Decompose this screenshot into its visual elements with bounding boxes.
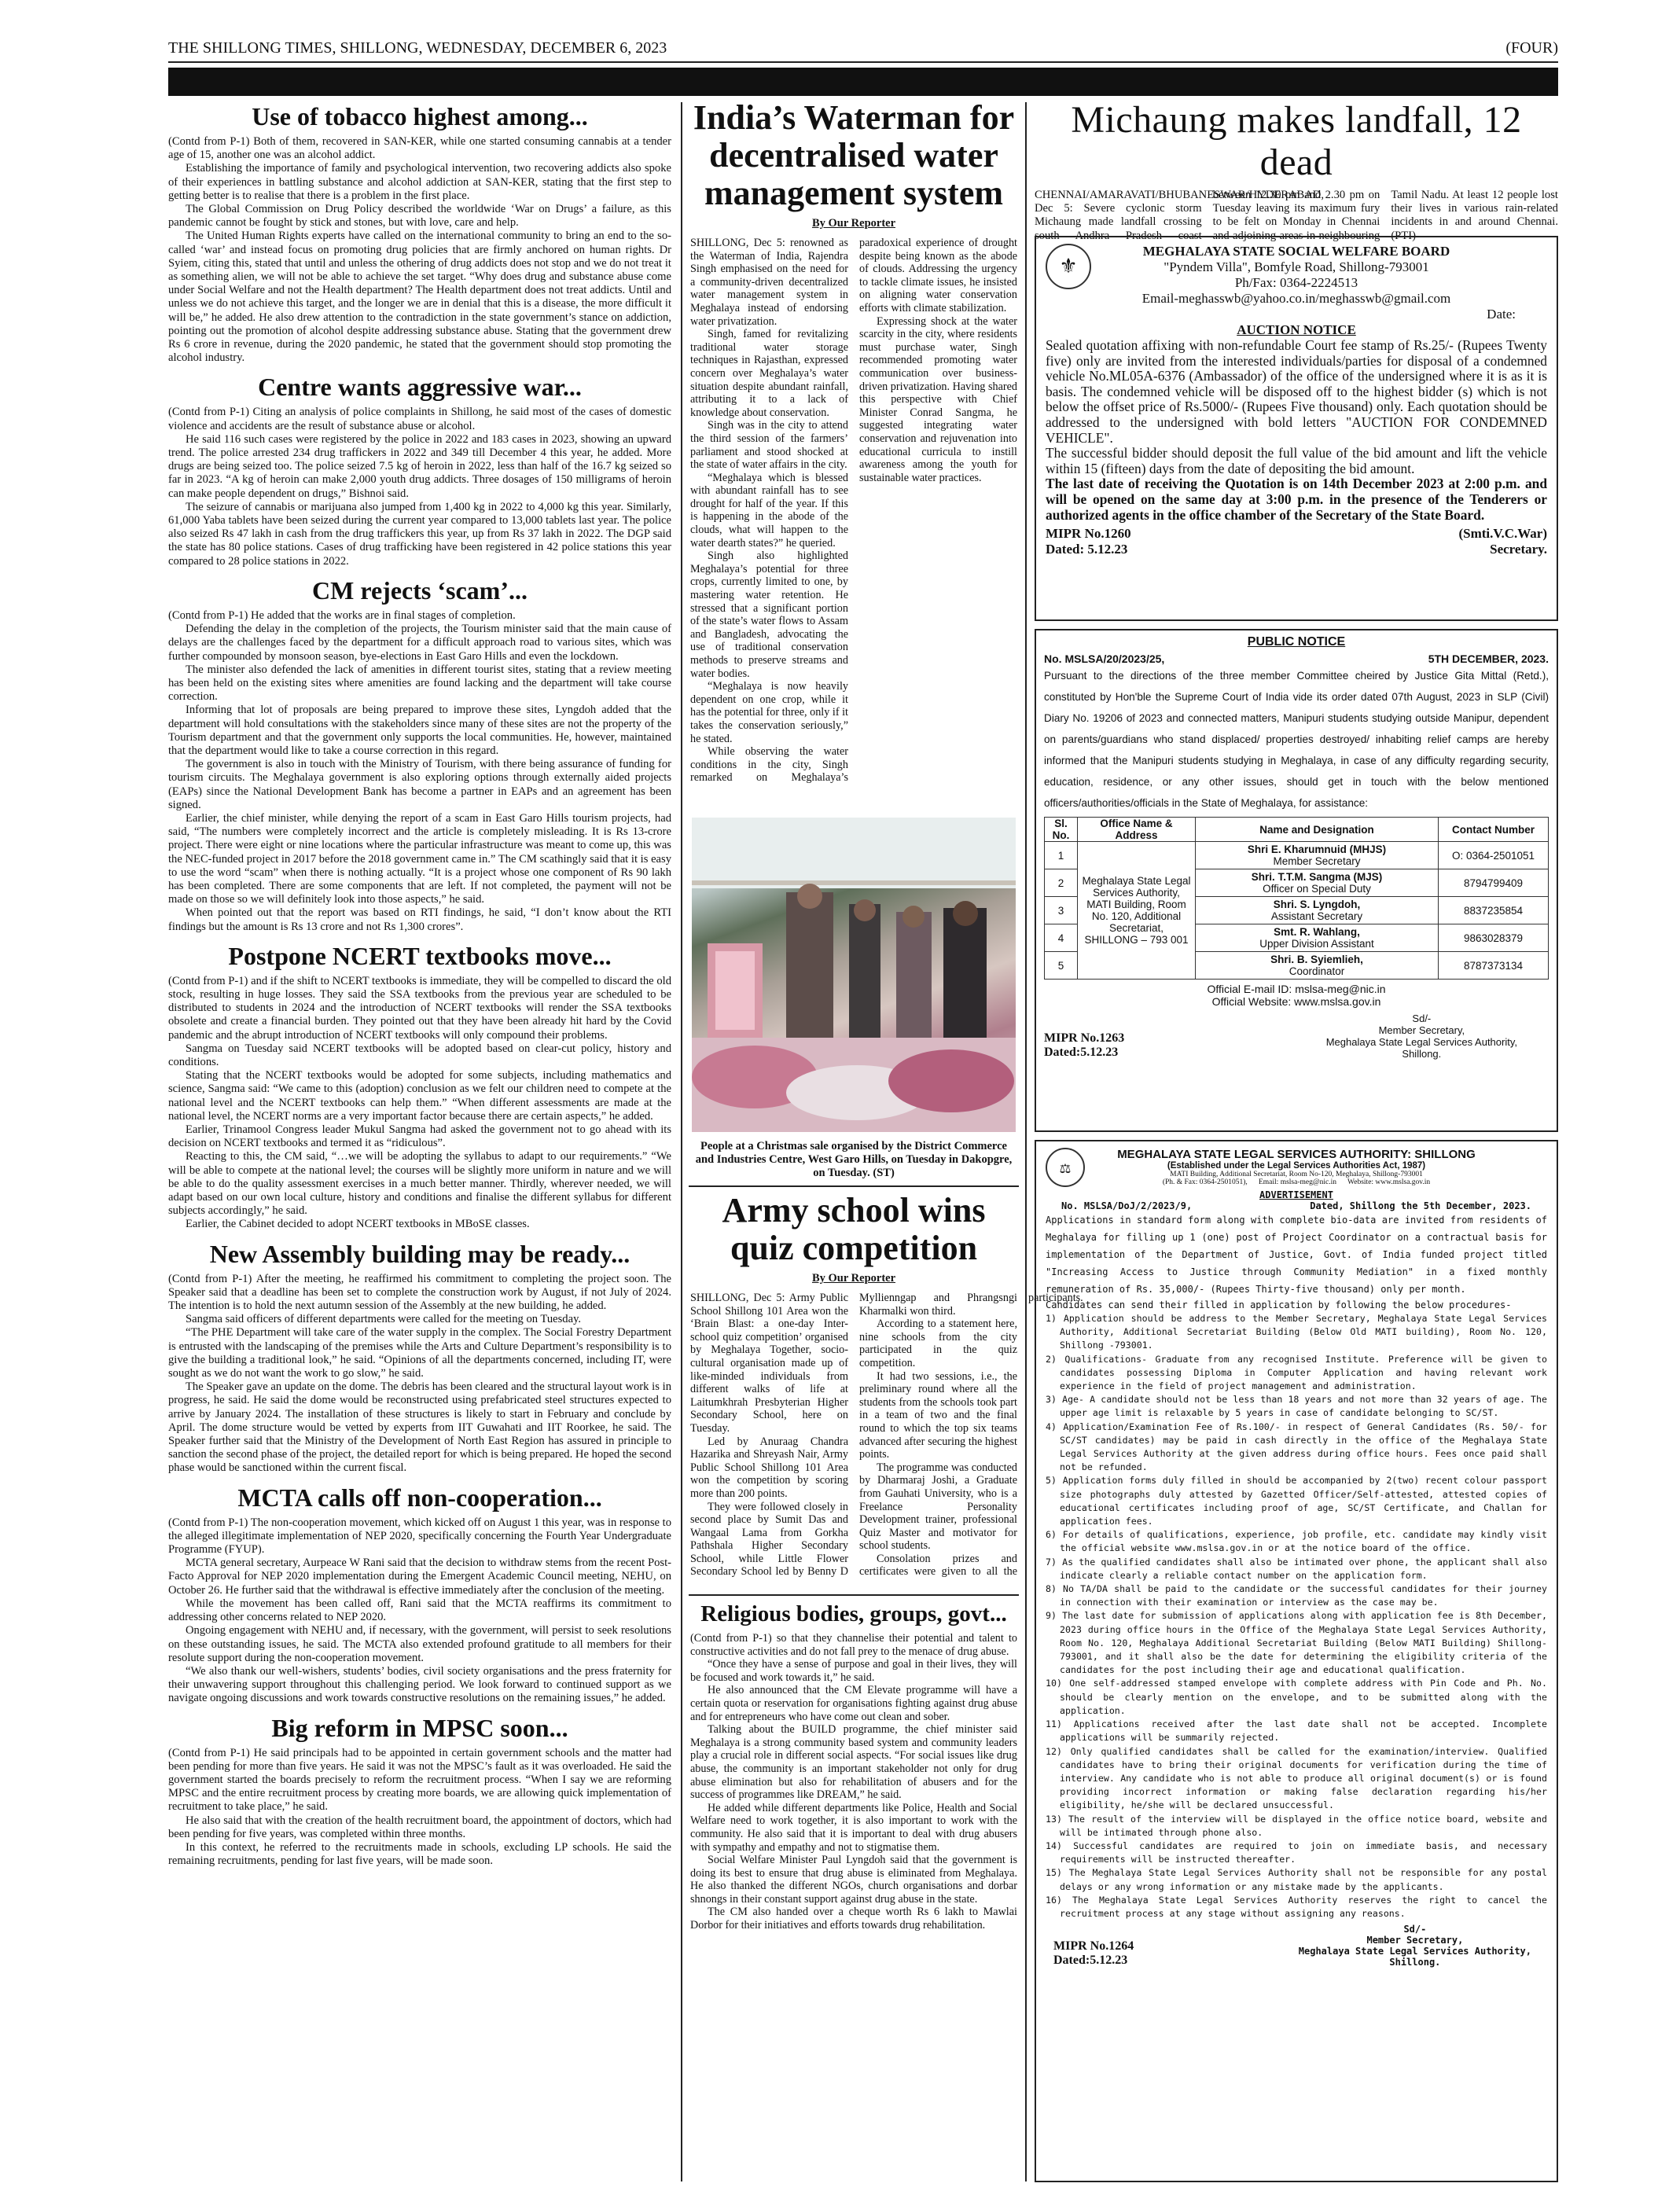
official-website: Official Website: www.mslsa.gov.in [1211, 995, 1381, 1008]
story-paragraph: The Speaker gave an update on the dome. The debris has been cleared and the structural layout work is in progress, he said. He said the dome would be reconstructed using prefabricated steel structures expected to arrive by January 2024. The installation of these structures is likely to start in February and conclude by April. The dome structure would be vetted by experts from IIT Guwahati and IIT Roorkee, he said. The Speaker further said that the Ministry of the Development of North East Region has assured in principle to sanction the second phase of the project, the detailed report for which is being prepared. He hoped the second phase would be sanctioned within the current fiscal. [168, 1380, 671, 1475]
board-phone: Ph/Fax: 0364-2224513 [1234, 275, 1358, 290]
auction-dated: Dated: 5.12.23 [1046, 542, 1128, 557]
religious-paragraph: (Contd from P-1) so that they channelise their potential and talent to constructive activities and do not fall prey to the menace of drug abuse. [690, 1632, 1017, 1658]
waterman-headline: India’s Waterman for decentralised water management system [693, 98, 1015, 212]
row-serial: 2 [1045, 869, 1078, 897]
advert-item: 13) The result of the interview will be displayed in the office notice board, website and will be intimated through phone also. [1046, 1813, 1547, 1838]
official-email: Official E-mail ID: mslsa-meg@nic.in [1207, 983, 1386, 995]
story-paragraph: Reacting to this, the CM said, “…we will be adopting the syllabus to adapt to our requirements.” “We will be able to compete at the national level; the courses will be slightly more uniform in nature and we will be able to do the quality assessment exercises in a much better manner. Thirdly, wherever needed, we will adapt based on our own local culture, history and conditions and finalise the different syllabus for different subjects accordingly,” he said. [168, 1150, 671, 1218]
official-designation: Member Secretary [1273, 855, 1361, 867]
advert-item: 11) Applications received after the last date shall not be accepted. Incomplete applications will be summarily rejected. [1046, 1718, 1547, 1744]
waterman-paragraph: “Meghalaya is now heavily dependent on one crop, while it has the potential for three, only if it takes the conservation seriously,” he stated. [690, 680, 848, 745]
public-notice-heading: PUBLIC NOTICE [1247, 635, 1346, 649]
official-designation: Assistant Secretary [1270, 910, 1363, 922]
official-name: Shri. S. Lyngdoh, [1273, 899, 1361, 910]
story-paragraph: The seizure of cannabis or marijuana also jumped from 1,400 kg in 2022 to 4,000 kg this year. Similarly, 61,000 Yaba tablets have been seized during the current year compared to 13,000 tablets last year. The police also seized Rs 47 lakh in cash from the drug traffickers this year, up from Rs 37 lakh in 2022. The DGP said the state has 80 police stations. Cases of drug trafficking have been registered in 42 police stations this year compared to 28 police stations in 2022. [168, 500, 671, 568]
story-paragraph: Stating that the NCERT textbooks would be adopted for some subjects, including mathematics and science, Sangma said: “We came to this (adoption) conclusion as we felt our children need to compete at the national level and the NCERT textbooks can help them.” “When different assessments are made at the national level, the NCERT norms are a very important factor because there are certain aspects,” he added. [168, 1069, 671, 1123]
page-header [168, 39, 1558, 57]
story-paragraph: Establishing the importance of family and psychological intervention, two recovering addicts also spoke of their experiences in battling substance and alcohol addiction at SAN-KER, stating that the first step to getting better is to realise that there is a problem in the first place. [168, 162, 671, 202]
army-body [690, 1292, 1083, 1581]
michaung-headline: Michaung makes landfall, 12 dead [1071, 99, 1522, 183]
story-paragraph: Informing that lot of proposals are being prepared to improve these sites, Lyngdoh added that the department will hold consultations with the stakeholders since many of these sites are not the property of the Tourism department and that the government only supports the local communities. He, however, maintained that the department would like to take a course correction in this regard. [168, 704, 671, 757]
army-paragraph: It had two sessions, i.e., the preliminary round where all the students from the schools took part in a team of two and the final round to which the top six teams advanced after securing the highest points. [859, 1369, 1017, 1461]
advert-sign2: Meghalaya State Legal Services Authority, [1298, 1946, 1531, 1957]
advert-contact: (Ph. & Fax: 0364-2501051), Email: mslsa-meg@nic.in Website: www.mslsa.gov.in [1162, 1178, 1431, 1186]
religious-paragraph: Talking about the BUILD programme, the chief minister said Meghalaya is a strong community based system and community leaders play a crucial role in different social aspects. “For social issues like drug abuse, the community is an important stakeholder not only for drug abuse elimination but also for rehabilitation of abusers and for the success of programmes like DREAM,” he said. [690, 1723, 1017, 1802]
religious-paragraph: Social Welfare Minister Paul Lyngdoh said that the government is doing its best to ensure that drug abuse is eliminated from Meghalaya. He also thanked the different NGOs, church organisations and dorbar shnongs in their constant support against drug abuse in the state. [690, 1854, 1017, 1906]
official-designation: Upper Division Assistant [1259, 938, 1374, 950]
col-header: Office Name & Address [1078, 818, 1196, 842]
story-headline: Centre wants aggressive war... [258, 373, 582, 402]
story-paragraph: The minister also defended the lack of amenities in different tourist sites, stating that a review meeting has been held on the existing sites where amenities are found lacking and the department will take course correction. [168, 663, 671, 704]
advert-sd: Sd/- [1403, 1924, 1427, 1935]
official-name: Shri E. Kharumnuid (MHJS) [1247, 844, 1387, 855]
army-paragraph: According to a statement here, nine schools from the city participated in the quiz competition. [859, 1318, 1017, 1369]
army-paragraph: The programme was conducted by Dharmaraj Joshi, a Graduate from Gauhati University, who is a Freelance Personality Development trainer, professional Quiz Master and motivator for school students. [859, 1461, 1017, 1553]
story-paragraph: (Contd from P-1) Citing an analysis of police complaints in Shillong, he said most of the cases of domestic violence and accidents are the result of substance abuse or alcohol. [168, 406, 671, 432]
waterman-body [690, 237, 1017, 796]
advert-item: 12) Only qualified candidates shall be called for the examination/interview. Qualified candidates have to bring their original documents for verification during the time of interview. Any candidate who is not able to produce all original document(s) or is found providing incorrect information or making false declaration regarding his/her eligibility, he/she will be declared unsuccessful. [1046, 1745, 1547, 1811]
army-paragraph: Consolation prizes and certificates were given to all the participants. [859, 1292, 1083, 1579]
story-body [168, 609, 671, 934]
story-paragraph: When pointed out that the report was based on RTI findings, he said, “I don’t know about the RTI findings but the amount is Rs 13 crore and not Rs 1,300 crores”. [168, 906, 671, 933]
advert-number: No. MSLSA/DoJ/2/2023/9, [1061, 1200, 1193, 1211]
left-column-stories [168, 99, 671, 2182]
story-paragraph: The United Human Rights experts have called on the international community to bring an end to the so-called ‘war’ and instead focus on promoting drug policies that are firmly anchored on human rights. Dr Syiem, citing this, stated that until and unless the othering of drug addicts does not stop and we do not treat it as something alien, we will not be able to achieve the set target. “Why does drug and substance abuse come under Social Welfare and not the Health department? The Health department does not treat addicts. Until and unless we do not achieve this target, and the longer we are in denial that this is a disease, the more difficult it will be,” he added. He also drew attention to the contradiction in the state government’s stance on addiction, pointing out the promotion of alcohol despite addressing substance abuse. Stating that the government drew Rs 6 crore in revenue, during the 2020 pandemic, he stated that the government should stop promoting the alcohol industry. [168, 230, 671, 365]
advert-item: 8) No TA/DA shall be paid to the candidate or the successful candidates for their journey in connection with their examination or interview as the case may be. [1046, 1583, 1547, 1608]
advert-item: 5) Application forms duly filled in should be accompanied by 2(two) recent colour passport size photographs duly attested by Gazetted Officer/Self-attested, attested copies of educational certificates including proof of age, SC/ST Certificate, and Challan for application fees. [1046, 1475, 1547, 1527]
auction-para-1: Sealed quotation affixing with non-refundable Court fee stamp of Rs.25/- (Rupees Twenty five) only are invited from the interested individuals/parties for disposal of a condemned vehicle No.ML05A-6376 (Ambassador) of the office of the undersigned where it is as it is basis. The condemned vehicle will be disposed off to the highest bidder (s) which is not below the offset price of Rs.5000/- (Rupees Five thousand) only. Each quotation should be addressed to the undersigned with bold letters "AUCTION FOR CONDEMNED VEHICLE". [1046, 337, 1547, 446]
row-serial: 5 [1045, 952, 1078, 980]
story-paragraph: Ongoing engagement with NEHU and, if necessary, with the government, will persist to seek resolutions on these outstanding issues, he said. The MCTA also extended profound gratitude to all members for their resolute support during the non-cooperation movement. [168, 1624, 671, 1664]
advert-sub: (Established under the Legal Services Authorities Act, 1987) [1167, 1161, 1426, 1171]
col-header: Name and Designation [1196, 818, 1439, 842]
story-paragraph: (Contd from P-1) Both of them, recovered in SAN-KER, while one started consuming cannabis at a tender age of 15, another one was an alcohol addict. [168, 135, 671, 162]
board-name: MEGHALAYA STATE SOCIAL WELFARE BOARD [1142, 244, 1450, 259]
auction-para-3: The last date of receiving the Quotation is on 14th December 2023 at 2:00 p.m. and will be opened on the same day at 3:00 p.m. in the presence of the Tenderers or authorized agents in the office chamber of the Secretary of the State Board. [1046, 476, 1547, 523]
auction-notice [1035, 236, 1558, 621]
public-notice-number: No. MSLSA/20/2023/25, [1044, 652, 1165, 665]
story-paragraph: (Contd from P-1) and if the shift to NCERT textbooks is immediate, they will be compelled to discard the old stock, resulting in huge losses. They said the SSA textbooks from the previous year are scheduled to be distributed to students in 2024 and the introduction of NCERT textbooks will render the SSA textbooks obsolete and create a financial burden. They pointed out that they have been already hit hard by the Covid pandemic and the abrupt introduction of NCERT textbooks will only compound their problems. [168, 974, 671, 1042]
section-rule [689, 1185, 1019, 1187]
story-paragraph: In this context, he referred to the recruitments made in schools, excluding LP schools. He said the remaining recruitments, pending for last five years, will be made soon. [168, 1840, 671, 1868]
column-divider [681, 102, 682, 2181]
header-rule [168, 61, 1558, 63]
waterman-paragraph: Singh was in the city to attend the third session of the farmers’ parliament and stood shocked at the state of water affairs in the city. [690, 419, 848, 472]
story-headline: CM rejects ‘scam’... [312, 575, 528, 605]
section-rule [689, 1594, 1019, 1596]
story-paragraph: He said 116 such cases were registered by the police in 2022 and 183 cases in 2023, showing an upward trend. The police arrested 234 drug traffickers in 2022 and 349 till December 4 this year, he added. More drugs are being seized too. The police seized 7.5 kg of heroin in 2022, less than half of the 16.7 kg seized so far in 2023. “A kg of heroin can make 2,000 youth drug addicts. Three dosages of 150 milligrams of heroin can make people dependent on drugs,” Bishnoi said. [168, 432, 671, 500]
advert-intro: Applications in standard form along with complete bio-data are invited from residents of Meghalaya for filling up 1 (one) post of Project Coordinator on a contractual basis for implementation of the Department of Justice, Govt. of India funded project titled "Increasing Access to Justice through Community Mediation" in a fixed monthly remuneration of Rs. 35,000/- (Rupees Thirty-five thousand) only per month. [1046, 1215, 1547, 1295]
story-paragraph: Earlier, the Cabinet decided to adopt NCERT textbooks in MBoSE classes. [186, 1218, 530, 1231]
official-contact: 9863028379 [1439, 924, 1549, 952]
board-address: "Pyndem Villa", Bomfyle Road, Shillong-793001 [1164, 259, 1429, 274]
story-body [168, 975, 671, 1232]
michaung-body: CHENNAI/AMARAVATI/BHUBANESWAR/HYDERABAD, Dec 5: Severe cyclonic storm Michaung made landfall crossing south Andhra Pradesh coast between 12.30 pm and 2.30 pm on Tuesday leaving its maximum fury to be felt on Monday in Chennai and adjoining areas in neighbouring Tamil Nadu. At least 12 people lost their lives in various rain-related incidents in and around Chennai. (PTI) [1035, 189, 1558, 242]
advert-item: 2) Qualifications- Graduate from any recognised Institute. Preference will be given to candidates possessing Diploma in Computer Application and having relevant work experience in the field of project management and administration. [1046, 1353, 1547, 1392]
waterman-paragraph: “Meghalaya which is blessed with abundant rainfall has to see drought for half of the year. If this is happening in the abode of the clouds, what will happen to the water dearth states?” he queried. [690, 471, 848, 550]
advert-heading: ADVERTISEMENT [1259, 1189, 1333, 1200]
story-body [168, 1747, 671, 1869]
story-paragraph: Earlier, the chief minister, while denying the report of a scam in East Garo Hills tourism projects, had said, “The numbers were completely incorrect and the article is completely misleading. It is Rs 13-crore project. There were eight or nine locations where the particular infrastructure was meant to come up, this was the NEC-funded project in 2017 before the 2018 government came in.” The CM scathingly said that it is easy to use the word “scam” when there is nothing actually. “It is a project whose one component of Rs 90 lakh has been completed. There are some components that are left. If not completed, the payment will not be made on those so we will definitely look into those aspects,” he said. [168, 811, 671, 906]
story-body [168, 406, 671, 568]
story-paragraph: Sangma on Tuesday said NCERT textbooks will be adopted based on clear-cut policy, history and conditions. [168, 1042, 671, 1068]
religious-headline: Religious bodies, groups, govt... [700, 1601, 1007, 1626]
religious-paragraph: “Once they have a sense of purpose and goal in their lives, they will be focused and work towards it,” he said. [690, 1658, 1017, 1684]
story-headline: Postpone NCERT textbooks move... [228, 941, 612, 970]
story-headline: New Assembly building may be ready... [209, 1239, 630, 1268]
advert-mipr: MIPR No.1264 [1053, 1939, 1134, 1954]
public-notice-sign1: Member Secretary, [1378, 1024, 1465, 1036]
page-number: (FOUR) [1505, 39, 1558, 57]
waterman-article [690, 99, 1017, 796]
public-notice-body: Pursuant to the directions of the three member Committee cheired by Justice Gita Mittal (Retd.), constituted by Hon'ble the Supreme Court of India vide its order dated 07th August, 2023 in SLP (Civil) Diary No. 19206 of 2023 and connected matters, Manipuri students studying outside Manipur, dependent on parents/guardians who stand displaced/ properties destroyed/ inhabiting relief camps are hereby informed that the Manipuri students studying in Meghalaya, in case of any difficulty regarding security, education, residence, or any other issues, should get in touch with the below mentioned officers/authorities/officials in the State of Meghalaya, for assistance: [1044, 670, 1549, 809]
advert-item: 10) One self-addressed stamped envelope with complete address with Pin Code and Ph. No. should be clearly mention on the envelope, and to be submitted along with the application. [1046, 1678, 1547, 1716]
story-paragraph: “We also thank our well-wishers, students’ bodies, civil society organisations and the press fraternity for their unwavering support throughout this challenging period. We look forward to continued support as we navigate ongoing discussions and work towards constructive resolutions on the remaining issues,” he added. [168, 1664, 671, 1705]
story-paragraph: (Contd from P-1) The non-cooperation movement, which kicked off on August 1 this year, was in response to the alleged illegitimate implementation of NEP 2020, specifically concerning the Fourth Year Undergraduate Programme (FYUP). [168, 1516, 671, 1557]
army-headline: Army school wins quiz competition [722, 1191, 986, 1267]
official-name: Shri. T.T.M. Sangma (MJS) [1251, 871, 1383, 883]
auction-signatory: (Smti.V.C.War) [1458, 526, 1547, 542]
army-byline: By Our Reporter [811, 1272, 896, 1285]
auction-heading: AUCTION NOTICE [1237, 322, 1356, 337]
official-contact: O: 0364-2501051 [1439, 842, 1549, 869]
official-designation: Coordinator [1288, 965, 1345, 977]
official-name: Smt. R. Wahlang, [1274, 926, 1360, 938]
advert-dated: Dated:5.12.23 [1053, 1954, 1128, 1968]
photo-illustration [692, 818, 1016, 1132]
story-paragraph: (Contd from P-1) He said principals had to be appointed in certain government schools and the matter had been pending for more than five years. He said it was not the MPSC’s fault as it was overloaded. He said the government started the boards precisely to reform the recruitment process. “When I say we are reforming MPSC and the entire recruitment process by creating more boards, we are allowing quick implementation of recruitment to take place,” he said. [168, 1746, 671, 1814]
army-paragraph: Led by Anuraag Chandra Hazarika and Shreyash Nair, Army Public School Shillong 101 Area won the competition by scoring more than 200 points. [690, 1435, 848, 1500]
header-dateline: THE SHILLONG TIMES, SHILLONG, WEDNESDAY, DECEMBER 6, 2023 [168, 39, 667, 57]
advert-item: 9) The last date for submission of applications along with application fee is 8th December, 2023 during office hours in the Office of the Meghalaya State Legal Services Authority, Room No. 120, Meghalaya Additional Secretariat Building (Below MATI Building) Shillong-793001, and it shall also be the date for determining the eligibility criteria of the candidates for the post including their age and educational qualification. [1046, 1610, 1547, 1676]
advert-item: 1) Application should be address to the Member Secretary, Meghalaya State Legal Services Authority, Additional Secretariat Building (Below Old MATI building), Room No. 120, Shillong -793001. [1046, 1313, 1547, 1351]
public-notice-sign2: Meghalaya State Legal Services Authority, [1325, 1036, 1517, 1048]
public-notice-mipr: MIPR No.1263 [1044, 1031, 1125, 1045]
advert-sign3: Shillong. [1389, 1957, 1441, 1968]
story-headline: MCTA calls off non-cooperation... [237, 1483, 602, 1512]
waterman-paragraph: Expressing shock at the water scarcity in the city, where residents must purchase water, Singh recommended promoting water communication over business-driven privatization. Having shared this perspective with Chief Minister Conrad Sangma, he suggested integrating water conservation and rejuvenation into educational curricula to instill awareness among the youth for sustainable water practices. [859, 314, 1017, 484]
row-serial: 3 [1045, 897, 1078, 924]
board-emblem-icon: ⚜ [1046, 244, 1091, 289]
waterman-paragraph: While observing the water conditions in the city, Singh remarked on Meghalaya’s paradoxical experience of drought despite being known as the abode of clouds. Addressing the urgency to tackle climate issues, he insisted on aligning water conservation efforts with climate stabilization. [690, 237, 1017, 785]
official-contact: 8837235854 [1439, 897, 1549, 924]
contacts-table [1044, 817, 1549, 980]
story-headline: Big reform in MPSC soon... [271, 1713, 568, 1742]
story-body [168, 1516, 671, 1706]
public-notice-sign3: Shillong. [1402, 1048, 1442, 1060]
advert-org: MEGHALAYA STATE LEGAL SERVICES AUTHORITY: SHILLONG [1117, 1148, 1476, 1161]
auction-signatory-title: Secretary. [1490, 542, 1547, 557]
story-paragraph: While the movement has been called off, Rani said that the MCTA reaffirms its commitment to addressing other concerns related to NEP 2020. [168, 1597, 671, 1624]
column-divider [1025, 102, 1027, 2181]
public-notice-dated: Dated:5.12.23 [1044, 1046, 1119, 1059]
col-header: Contact Number [1439, 818, 1549, 842]
story-paragraph: (Contd from P-1) After the meeting, he reaffirmed his commitment to completing the project soon. The Speaker said that a deadline has been set to complete the construction work by August, if not July of 2024. The intention is to hold the next autumn session of the Assembly at the new building, he added. [168, 1272, 671, 1313]
story-paragraph: The Global Commission on Drug Policy described the worldwide ‘War on Drugs’ a failure, as this pandemic cannot be fought by stick and stones, but with love, care and help. [168, 203, 671, 230]
auction-mipr: MIPR No.1260 [1046, 526, 1131, 542]
religious-article [690, 1601, 1017, 1932]
advert-item: 7) As the qualified candidates shall also be intimated over phone, the applicant shall also indicate clearly a reliable contact number on the application form. [1046, 1556, 1547, 1581]
official-contact: 8794799409 [1439, 869, 1549, 897]
advert-sign1: Member Secretary, [1366, 1935, 1464, 1946]
advert-address: MATI Building, Additional Secretariat, Room No-120, Meghalaya, Shillong-793001 [1170, 1171, 1423, 1178]
story-headline: Use of tobacco highest among... [252, 102, 588, 130]
public-notice-sd: Sd/- [1412, 1013, 1432, 1024]
waterman-paragraph: SHILLONG, Dec 5: renowned as the Waterman of India, Rajendra Singh emphasised on the need for a community-driven decentralized water management system in Meghalaya instead of endorsing water privatization. [690, 237, 848, 328]
advert-item: 15) The Meghalaya State Legal Services Authority shall not be responsible for any postal delays or any wrong information or any mistake made by the applicants. [1046, 1867, 1547, 1892]
waterman-paragraph: Singh also highlighted Meghalaya’s potential for three crops, currently limited to one, by mastering water retention. He stressed that a significant portion of the state’s water flows to Assam and Bangladesh, advocating the use of traditional conservation methods to preserve streams and water bodies. [690, 550, 848, 680]
story-paragraph: Sangma said officers of different departments were called for the meeting on Tuesday. [186, 1313, 582, 1326]
public-notice-date: 5TH DECEMBER, 2023. [1428, 652, 1549, 665]
board-email: Email-meghasswb@yahoo.co.in/meghasswb@gmail.com [1141, 291, 1451, 306]
army-paragraph: SHILLONG, Dec 5: Army Public School Shillong 101 Area won the ‘Brain Blast: a one-day Inter-school quiz competition’ organised by Meghalaya Together, socio-cultural organisation made up of like-minded individuals from different walks of life at Laitumkhrah Presbyterian Higher Secondary School, here on Tuesday. [690, 1292, 848, 1435]
story-paragraph: The government is also in touch with the Ministry of Tourism, with there being assurance of funding for tourism circuits. The Meghalaya government is also exploring options through externally aided projects (EAPs) since the National Development Bank has become a partner in EAPs and an agreement has been signed. [168, 758, 671, 811]
religious-paragraph: He added while different departments like Police, Health and Social Welfare need to work together, it is also important to work with the community. He also said that it is important to deal with drug abusers with sympathy and empathy and not to stigmatise them. [690, 1801, 1017, 1854]
mslsa-emblem-icon: ⚖ [1046, 1148, 1085, 1187]
advert-item: 14) Successful candidates are required to join on immediate basis, and necessary requirements will be instructed thereafter. [1046, 1840, 1547, 1865]
public-notice [1035, 629, 1558, 1132]
army-paragraph: They were followed closely in second place by Sumit Das and Wangaal Lama from Gorkha Pathshala Higher Secondary School, while Little Flower Secondary School led by Benny D Myllienngap and Phrangsngi Kharmalki won third. [690, 1292, 1017, 1579]
header-black-band [168, 68, 1558, 96]
christmas-sale-photo [692, 818, 1016, 1132]
auction-para-2: The successful bidder should deposit the full value of the bid amount and lift the vehicle within 15 (fifteen) days from the date of depositing the bid amount. [1046, 445, 1547, 476]
official-designation: Officer on Special Duty [1263, 883, 1371, 895]
col-header: Sl. No. [1045, 818, 1078, 842]
row-serial: 1 [1045, 842, 1078, 869]
story-body [168, 1273, 671, 1476]
advert-date: Dated, Shillong the 5th December, 2023. [1310, 1200, 1531, 1211]
story-paragraph: He also said that with the creation of the health recruitment board, the appointment of doctors, which had been pending for five years, was completed within three months. [168, 1814, 671, 1840]
waterman-paragraph: Singh, famed for revitalizing traditional water storage techniques in Rajasthan, expressed concern over Meghalaya’s water situation despite abundant rainfall, attributing it to a lack of knowledge about conservation. [690, 328, 848, 419]
story-body [168, 135, 671, 365]
advert-procedure: Candidates can send their filled in application by following the below procedures- [1046, 1299, 1512, 1310]
official-contact: 8787373134 [1439, 952, 1549, 980]
religious-paragraph: The CM also handed over a cheque worth Rs 6 lakh to Mawlai Dorbor for their initiatives and efforts towards drug rehabilitation. [690, 1906, 1017, 1932]
story-paragraph: MCTA general secretary, Aurpeace W Rani said that the decision to withdraw stems from the recent Post-Facto Approval for NEP 2020 implementation during the Emergent Academic Council meeting, NEHU, on October 26. He further said that the withdrawal is effective immediately after the conclusion of the meeting. [168, 1557, 671, 1597]
army-school-article [690, 1191, 1083, 1581]
religious-body [690, 1632, 1017, 1932]
mslsa-advertisement [1035, 1140, 1558, 2182]
waterman-byline: By Our Reporter [811, 217, 896, 230]
advert-item: 16) The Meghalaya State Legal Services Authority reserves the right to cancel the recruitment process at any stage without assigning any reasons. [1046, 1894, 1547, 1919]
story-paragraph: Earlier, Trinamool Congress leader Mukul Sangma had asked the government not to go ahead with its decision on NCERT textbooks and termed it as “ridiculous”. [168, 1123, 671, 1150]
advert-item: 4) Application/Examination Fee of Rs.100/- in respect of General Candidates (Rs. 50/- for SC/ST candidates) may be paid in cash directly in the office of the Meghalaya State Legal Services Authority at the given address during office hours. Fees once paid shall not be refunded. [1046, 1421, 1547, 1473]
advert-item: 6) For details of qualifications, experience, job profile, etc. candidate may kindly visit the official website www.mslsa.gov.in or at the notice board of the office. [1046, 1529, 1547, 1554]
row-serial: 4 [1045, 924, 1078, 952]
table-row [1045, 842, 1549, 869]
notice-date-label: Date: [1487, 307, 1516, 322]
story-paragraph: (Contd from P-1) He added that the works are in final stages of completion. [168, 608, 516, 622]
photo-caption: People at a Christmas sale organised by the District Commerce and Industries Centre, West Garo Hills, on Tuesday in Dakopgre, on Tuesday. (ST) [695, 1140, 1013, 1179]
advert-items [1046, 1312, 1547, 1921]
story-paragraph: “The PHE Department will take care of the water supply in the complex. The Social Forestry Department is entrusted with the landscaping of the premises while the Arts and Culture Department’s responsibility is to give the building a traditional look,” he said. “Opinions of all the departments concerned, including IT, were sought as we do not want the work to go slow,” he said. [168, 1326, 671, 1380]
religious-paragraph: He also announced that the CM Elevate programme will have a certain quota or reservation for organisations fighting against drug abuse and for entrepreneurs who have come out clean and sober. [690, 1684, 1017, 1723]
story-paragraph: Defending the delay in the completion of the projects, the Tourism minister said that the main cause of delays are the challenges faced by the department for a difficult approach road to various sites, which was further compounded by monsoon season, bye-elections in East Garo Hills and even the lockdown. [168, 623, 671, 663]
advert-item: 3) Age- A candidate should not be less than 18 years and not more than 32 years of age. The upper age limit is relaxable by 5 years in case of candidate belonging to SC/ST. [1046, 1394, 1547, 1419]
office-address: Meghalaya State Legal Services Authority, MATI Building, Room No. 120, Additional Secretariat, SHILLONG – 793 001 [1078, 842, 1196, 980]
official-name: Shri. B. Syiemlieh, [1270, 954, 1363, 965]
